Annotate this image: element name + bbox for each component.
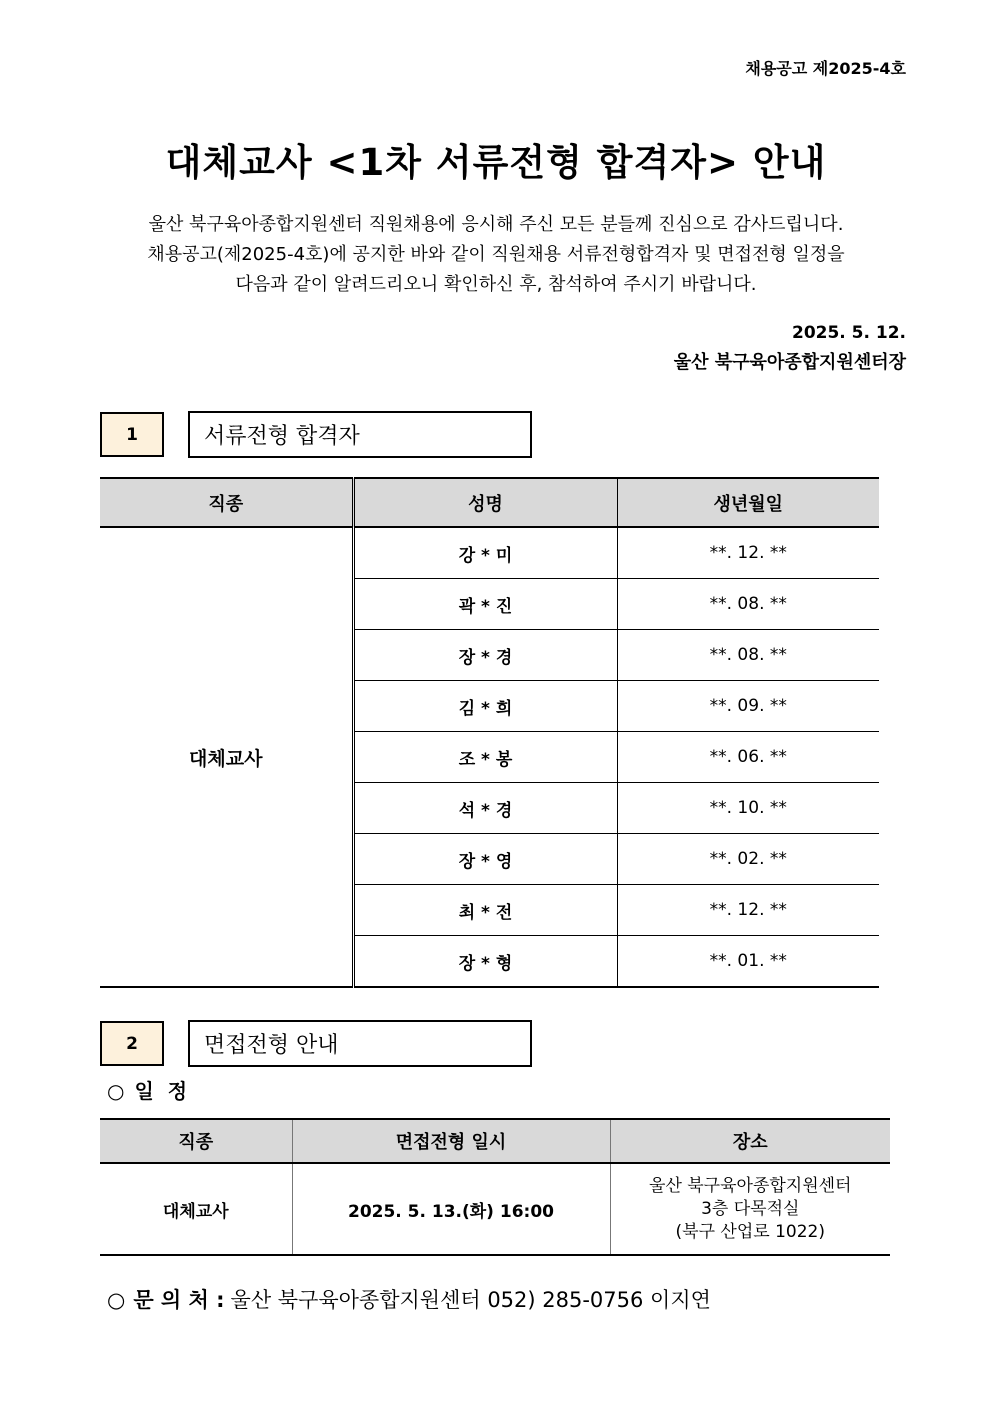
- name-cell: 최 * 전: [353, 885, 617, 936]
- name-cell: 곽 * 진: [353, 579, 617, 630]
- place-cell: [610, 1163, 890, 1255]
- header-job: 직종: [100, 478, 353, 527]
- header-datetime: 면접전형 일시: [292, 1119, 610, 1163]
- job-cell: 대체교사: [100, 527, 353, 987]
- name-cell: 조 * 봉: [353, 732, 617, 783]
- datetime-cell: 2025. 5. 13.(화) 16:00: [292, 1163, 610, 1255]
- circle-bullet-icon: ○: [107, 1288, 126, 1312]
- table-row: [100, 1163, 890, 1255]
- name-cell: 장 * 형: [353, 936, 617, 988]
- header-name: 성명: [353, 478, 617, 527]
- header-birth: 생년월일: [617, 478, 879, 527]
- schedule-label: [107, 1075, 187, 1104]
- header-job: 직종: [100, 1119, 292, 1163]
- contact-label: 문 의 처 :: [133, 1288, 225, 1312]
- name-cell: 장 * 경: [353, 630, 617, 681]
- birth-cell: **. 01. **: [617, 936, 879, 988]
- document-pass-table: [100, 477, 879, 988]
- birth-cell: **. 08. **: [617, 579, 879, 630]
- intro-line-1: 울산 북구육아종합지원센터 직원채용에 응시해 주신 모든 분들께 진심으로 감사드립니다.: [148, 214, 844, 235]
- name-cell: 석 * 경: [353, 783, 617, 834]
- table-row: [100, 527, 879, 579]
- table-header-row: [100, 478, 879, 527]
- birth-cell: **. 06. **: [617, 732, 879, 783]
- birth-cell: **. 09. **: [617, 681, 879, 732]
- birth-cell: **. 12. **: [617, 527, 879, 579]
- contact-info: [107, 1284, 711, 1314]
- table-header-row: [100, 1119, 890, 1163]
- interview-schedule-table: [100, 1118, 890, 1256]
- notice-number: 채용공고 제2025-4호: [745, 59, 906, 78]
- section-1-number: 1: [100, 412, 164, 457]
- place-line: 3층 다목적실: [701, 1198, 800, 1219]
- notice-date: 2025. 5. 12.: [791, 323, 906, 343]
- contact-value: 울산 북구육아종합지원센터 052) 285-0756 이지연: [230, 1288, 711, 1312]
- intro-line-3: 다음과 같이 알려드리오니 확인하신 후, 참석하여 주시기 바랍니다.: [235, 274, 757, 295]
- schedule-label-text: 일 정: [134, 1079, 188, 1103]
- birth-cell: **. 10. **: [617, 783, 879, 834]
- place-line: (북구 산업로 1022): [675, 1221, 825, 1242]
- issuer-name: 울산 북구육아종합지원센터장: [673, 352, 906, 373]
- job-cell: 대체교사: [100, 1163, 292, 1255]
- name-cell: 김 * 희: [353, 681, 617, 732]
- birth-cell: **. 02. **: [617, 834, 879, 885]
- page-title: 대체교사 <1차 서류전형 합격자> 안내: [165, 141, 827, 184]
- section-2-number: 2: [100, 1021, 164, 1066]
- intro-line-2: 채용공고(제2025-4호)에 공지한 바와 같이 직원채용 서류전형합격자 및 면접전형 일정을: [147, 244, 845, 265]
- place-line: 울산 북구육아종합지원센터: [649, 1175, 852, 1196]
- header-place: 장소: [610, 1119, 890, 1163]
- section-2-title: 면접전형 안내: [188, 1020, 532, 1067]
- birth-cell: **. 08. **: [617, 630, 879, 681]
- intro-text: [100, 210, 892, 300]
- section-1-title: 서류전형 합격자: [188, 411, 532, 458]
- name-cell: 장 * 영: [353, 834, 617, 885]
- birth-cell: **. 12. **: [617, 885, 879, 936]
- name-cell: 강 * 미: [353, 527, 617, 579]
- circle-bullet-icon: ○: [107, 1079, 125, 1103]
